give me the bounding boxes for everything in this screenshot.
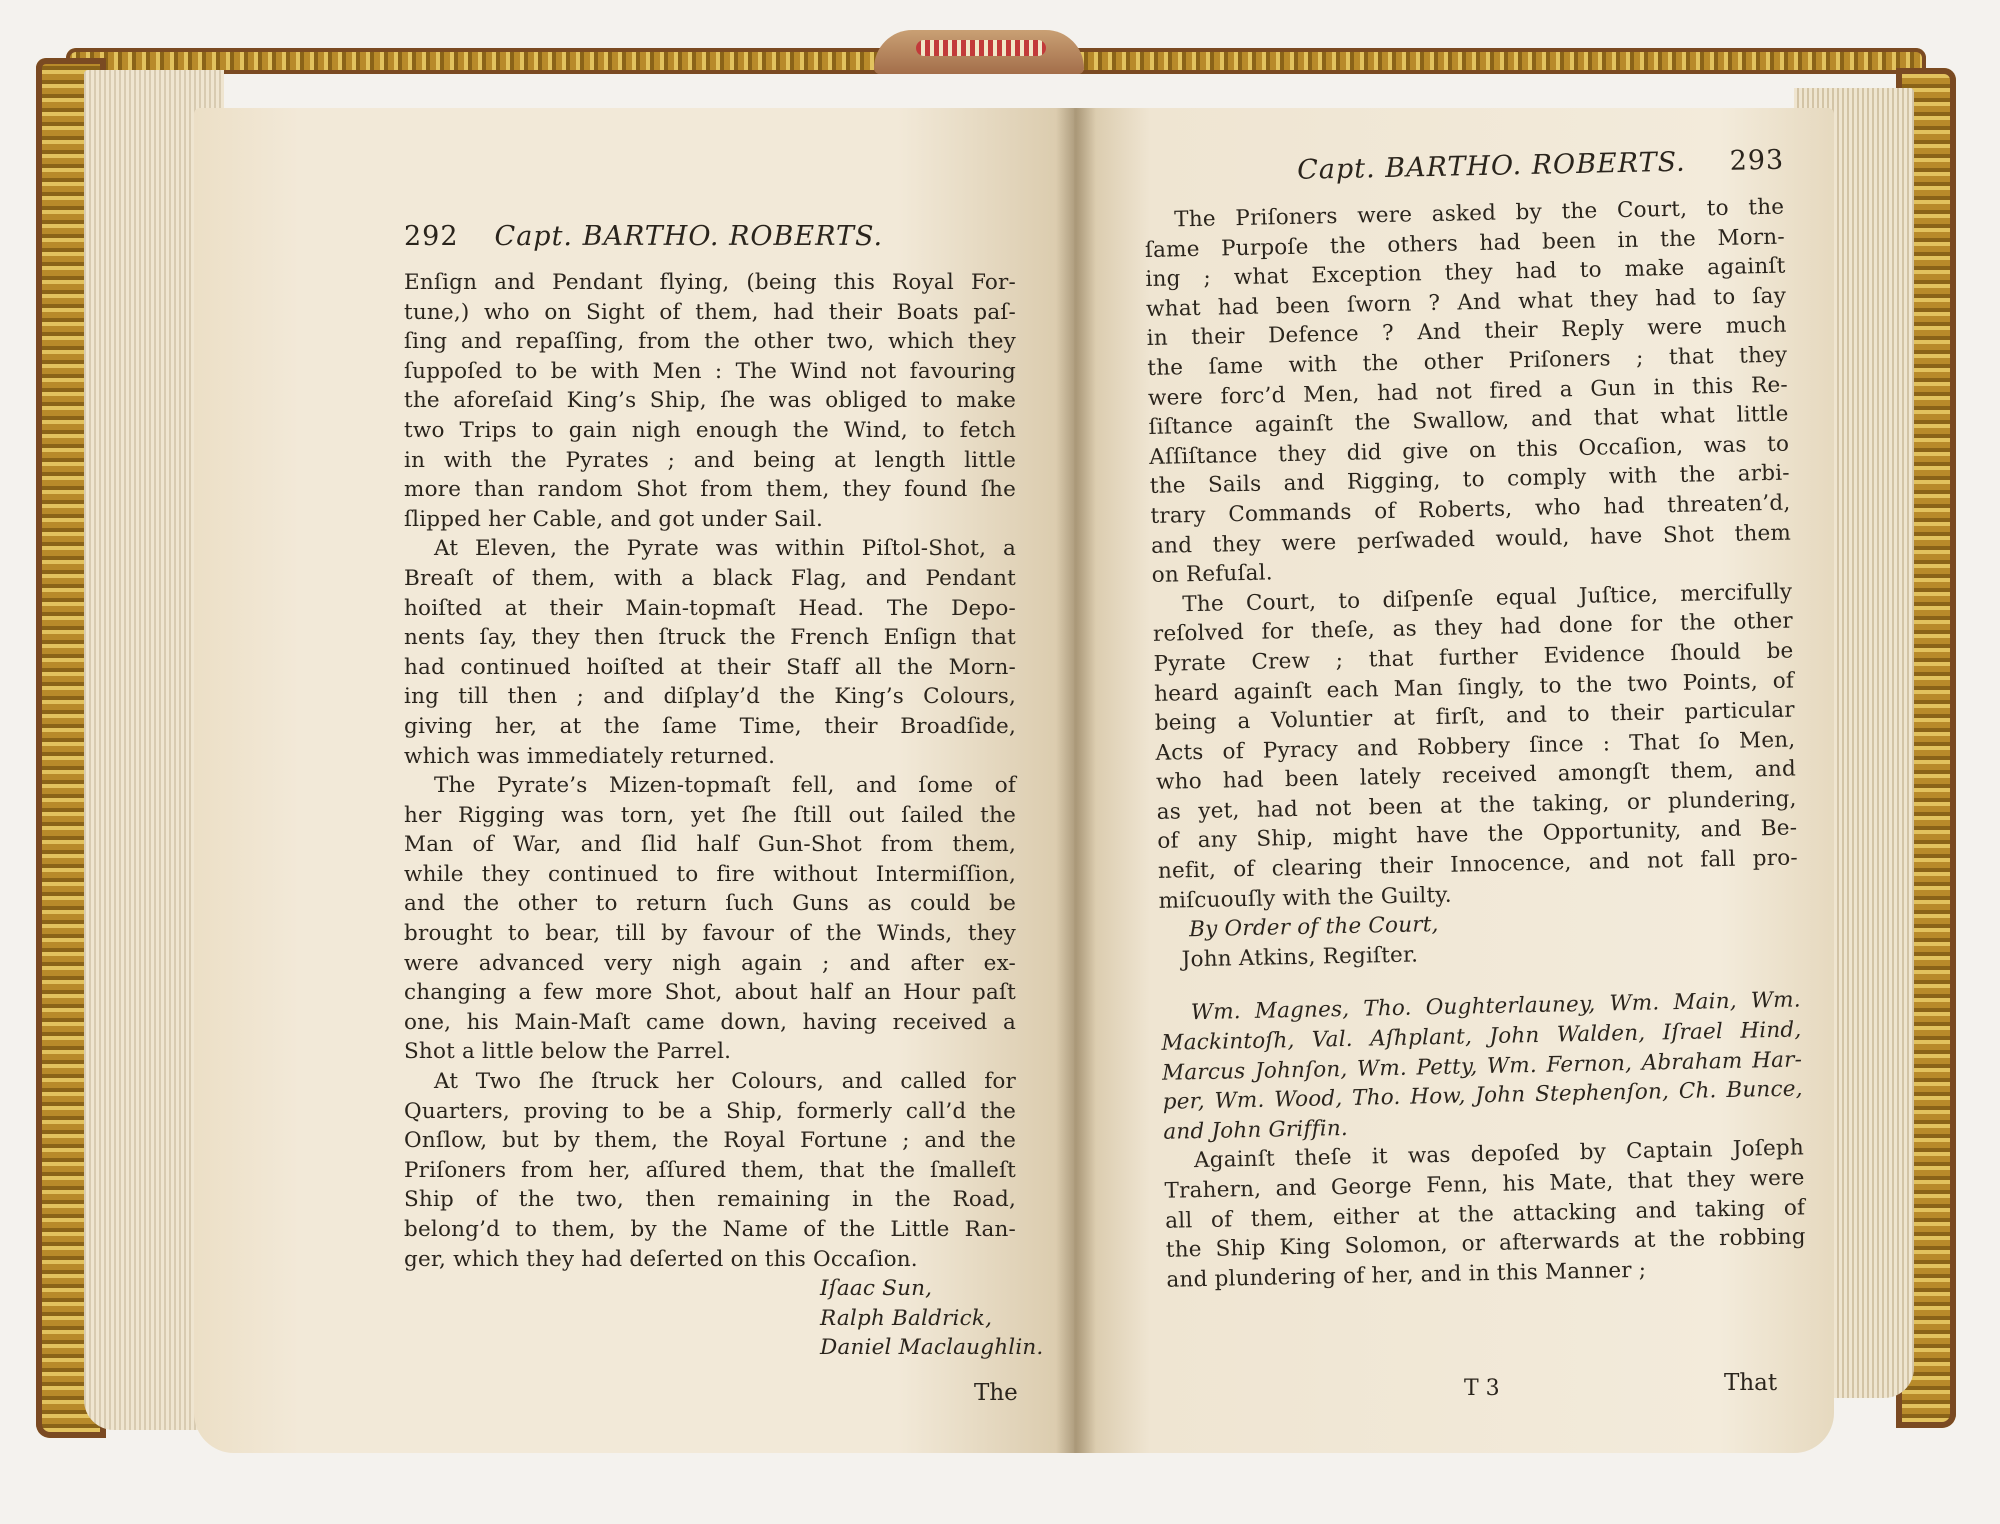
left-line: tune,) who on Sight of them, had their Boats paſ- bbox=[404, 299, 1016, 325]
right-running-head bbox=[1144, 145, 1785, 189]
right-line: ſame Purpoſe the others had been in the Morn- bbox=[1144, 224, 1786, 263]
right-line: and plundering of her, and in this Manner ; bbox=[1166, 1257, 1647, 1293]
right-line: trary Commands of Roberts, who had threaten’d, bbox=[1150, 490, 1791, 529]
left-line: Man of War, and ſlid half Gun-Shot from them, bbox=[404, 832, 1016, 858]
right-line: heard againſt each Man ſingly, to the two Points, of bbox=[1153, 667, 1795, 707]
right-line: what had been ſworn ? And what they had to ſay bbox=[1145, 283, 1787, 322]
left-line: Enſign and Pendant flying, (being this Royal For- bbox=[404, 270, 1016, 295]
names-line: Marcus Johnſon, Wm. Petty, Wm. Fernon, Abraham Har- bbox=[1161, 1047, 1803, 1086]
left-running-title: Capt. BARTHO. ROBERTS. bbox=[494, 221, 884, 252]
order-line: By Order of the Court, bbox=[1188, 912, 1439, 943]
left-line: The Pyrate’s Mizen-topmaſt fell, and ſome of bbox=[434, 773, 1016, 799]
right-line: Pyrate Crew ; that further Evidence ſhould be bbox=[1153, 638, 1794, 677]
right-page bbox=[1074, 108, 1834, 1453]
left-line: had continued hoiſted at their Staff all the Morn- bbox=[404, 654, 1016, 680]
right-line: on Refuſal. bbox=[1151, 560, 1274, 589]
left-line: Breaſt of them, with a black Flag, and Pendant bbox=[404, 565, 1016, 591]
signature-mark: T 3 bbox=[1464, 1376, 1500, 1401]
right-line: miſcuouſly with the Guilty. bbox=[1158, 882, 1453, 914]
left-line: her Rigging was torn, yet ſhe ſtill out ſailed the bbox=[404, 802, 1016, 828]
left-line: ſlipped her Cable, and got under Sail. bbox=[404, 506, 824, 532]
right-line: the Ship King Solomon, or afterwards at the robbing bbox=[1165, 1224, 1806, 1263]
right-running-title: Capt. BARTHO. ROBERTS. bbox=[1296, 146, 1686, 186]
right-line: Aſſiſtance they did give on this Occaſion, was to bbox=[1149, 431, 1790, 470]
right-line: nefit, of clearing their Innocence, and not fall pro- bbox=[1157, 845, 1799, 884]
left-line: hoiſted at their Main-topmaſt Head. The Depo- bbox=[404, 595, 1016, 621]
names-block bbox=[1161, 986, 1804, 1147]
names-line: Wm. Magnes, Tho. Oughterlauney, Wm. Main, Wm. bbox=[1190, 987, 1802, 1026]
right-catchword: That bbox=[1724, 1370, 1778, 1396]
left-line: while they continued to fire without Intermiſſion, bbox=[404, 861, 1016, 887]
left-line: nents ſay, they then ſtruck the French Enſign that bbox=[404, 625, 1016, 651]
left-line: ing till then ; and diſplay’d the King’s Colours, bbox=[404, 684, 1016, 710]
left-line: Onſlow, but by them, the Royal Fortune ; and the bbox=[404, 1128, 1016, 1154]
right-line: of any Ship, might have the Opportunity, and Be- bbox=[1157, 815, 1798, 855]
left-line: the aforeſaid King’s Ship, ſhe was obliged to make bbox=[404, 388, 1016, 414]
left-line: belong’d to them, by the Name of the Little Ran- bbox=[404, 1217, 1016, 1242]
registrar-line: John Atkins, Regiſter. bbox=[1181, 942, 1419, 973]
right-line: in their Defence ? And their Reply were much bbox=[1146, 312, 1787, 352]
right-line: who had been lately received amongſt them, and bbox=[1155, 756, 1797, 796]
signature-line: Daniel Maclaughlin. bbox=[820, 1335, 1044, 1361]
right-line: Acts of Pyracy and Robbery ſince : That ſo Men, bbox=[1155, 727, 1796, 766]
right-line: Againſt theſe it was depoſed by Captain Joſeph bbox=[1193, 1135, 1805, 1174]
left-line: Priſoners from her, aſſured them, that the ſmalleſt bbox=[404, 1157, 1016, 1183]
left-line: were advanced very nigh again ; and after ex- bbox=[404, 950, 1016, 976]
left-line: At Two ſhe ſtruck her Colours, and called for bbox=[434, 1069, 1016, 1095]
names-line: Mackintoſh, Val. Aſhplant, John Walden, Iſrael Hind, bbox=[1161, 1017, 1802, 1056]
right-line: ing ; what Exception they had to make againſt bbox=[1145, 253, 1786, 293]
left-line: At Eleven, the Pyrate was within Piſtol-Shot, a bbox=[434, 536, 1016, 562]
left-line: Shot a little below the Parrel. bbox=[404, 1039, 732, 1065]
names-line: per, Wm. Wood, Tho. How, John Stephenſon, Ch. Bunce, bbox=[1162, 1076, 1803, 1116]
right-page-number: 293 bbox=[1729, 144, 1785, 177]
left-line: which was immediately returned. bbox=[404, 743, 776, 769]
left-line: and the other to return ſuch Guns as could be bbox=[404, 891, 1016, 917]
right-line: the Sails and Rigging, to comply with the arbi- bbox=[1149, 460, 1791, 500]
left-line: more than random Shot from them, they found ſhe bbox=[404, 477, 1016, 503]
left-line: changing a few more Shot, about half an Hour paſt bbox=[404, 980, 1016, 1006]
right-line: and they were perſwaded would, have Shot them bbox=[1150, 520, 1792, 559]
right-body-text bbox=[1144, 193, 1807, 1296]
right-line: the ſame with the other Priſoners ; that they bbox=[1147, 342, 1788, 381]
signature-line: Ralph Baldrick, bbox=[820, 1305, 993, 1331]
right-line: were forc’d Men, had not fired a Gun in this Re- bbox=[1147, 372, 1789, 411]
right-line: being a Voluntier at firſt, and to their particular bbox=[1154, 697, 1795, 736]
left-line: Quarters, proving to be a Ship, formerly call’d the bbox=[404, 1098, 1016, 1124]
right-line: The Priſoners were asked by the Court, to the bbox=[1174, 194, 1785, 233]
left-line: Ship of the two, then remaining in the Road, bbox=[404, 1187, 1016, 1213]
names-line: and John Griffin. bbox=[1163, 1115, 1349, 1145]
signature-line: Iſaac Sun, bbox=[820, 1276, 933, 1302]
left-line: ger, which they had deſerted on this Occaſion. bbox=[404, 1246, 918, 1272]
left-line: two Trips to gain nigh enough the Wind, to fetch bbox=[404, 417, 1016, 443]
right-line: ſiſtance againſt the Swallow, and that what little bbox=[1148, 401, 1789, 441]
right-line: The Court, to diſpenſe equal Juſtice, mercifully bbox=[1182, 579, 1793, 618]
book-gutter bbox=[1056, 108, 1096, 1453]
left-line: in with the Pyrates ; and being at length little bbox=[404, 447, 1016, 473]
left-catchword: The bbox=[974, 1380, 1018, 1406]
left-line: brought to bear, till by favour of the Winds, they bbox=[404, 921, 1016, 947]
left-body-text bbox=[404, 268, 1044, 1363]
left-line: one, his Main-Maſt came down, having received a bbox=[404, 1009, 1016, 1035]
left-page-number: 292 bbox=[404, 221, 459, 252]
right-line: as yet, had not been at the taking, or plundering, bbox=[1156, 786, 1797, 825]
left-line: ſuppoſed to be with Men : The Wind not favouring bbox=[404, 358, 1016, 384]
left-running-head bbox=[404, 221, 1016, 252]
left-page bbox=[194, 108, 1074, 1453]
left-line: giving her, at the ſame Time, their Broadſide, bbox=[404, 713, 1016, 739]
right-line: Trahern, and George Fenn, his Mate, that they were bbox=[1164, 1165, 1805, 1204]
headband-thread bbox=[916, 40, 1046, 56]
right-line: reſolved for theſe, as they had done for the other bbox=[1152, 608, 1794, 648]
right-line: all of them, either at the attacking and taking of bbox=[1164, 1194, 1806, 1234]
left-line: ſing and repaſſing, from the other two, which they bbox=[404, 329, 1016, 355]
open-book bbox=[36, 48, 1956, 1468]
